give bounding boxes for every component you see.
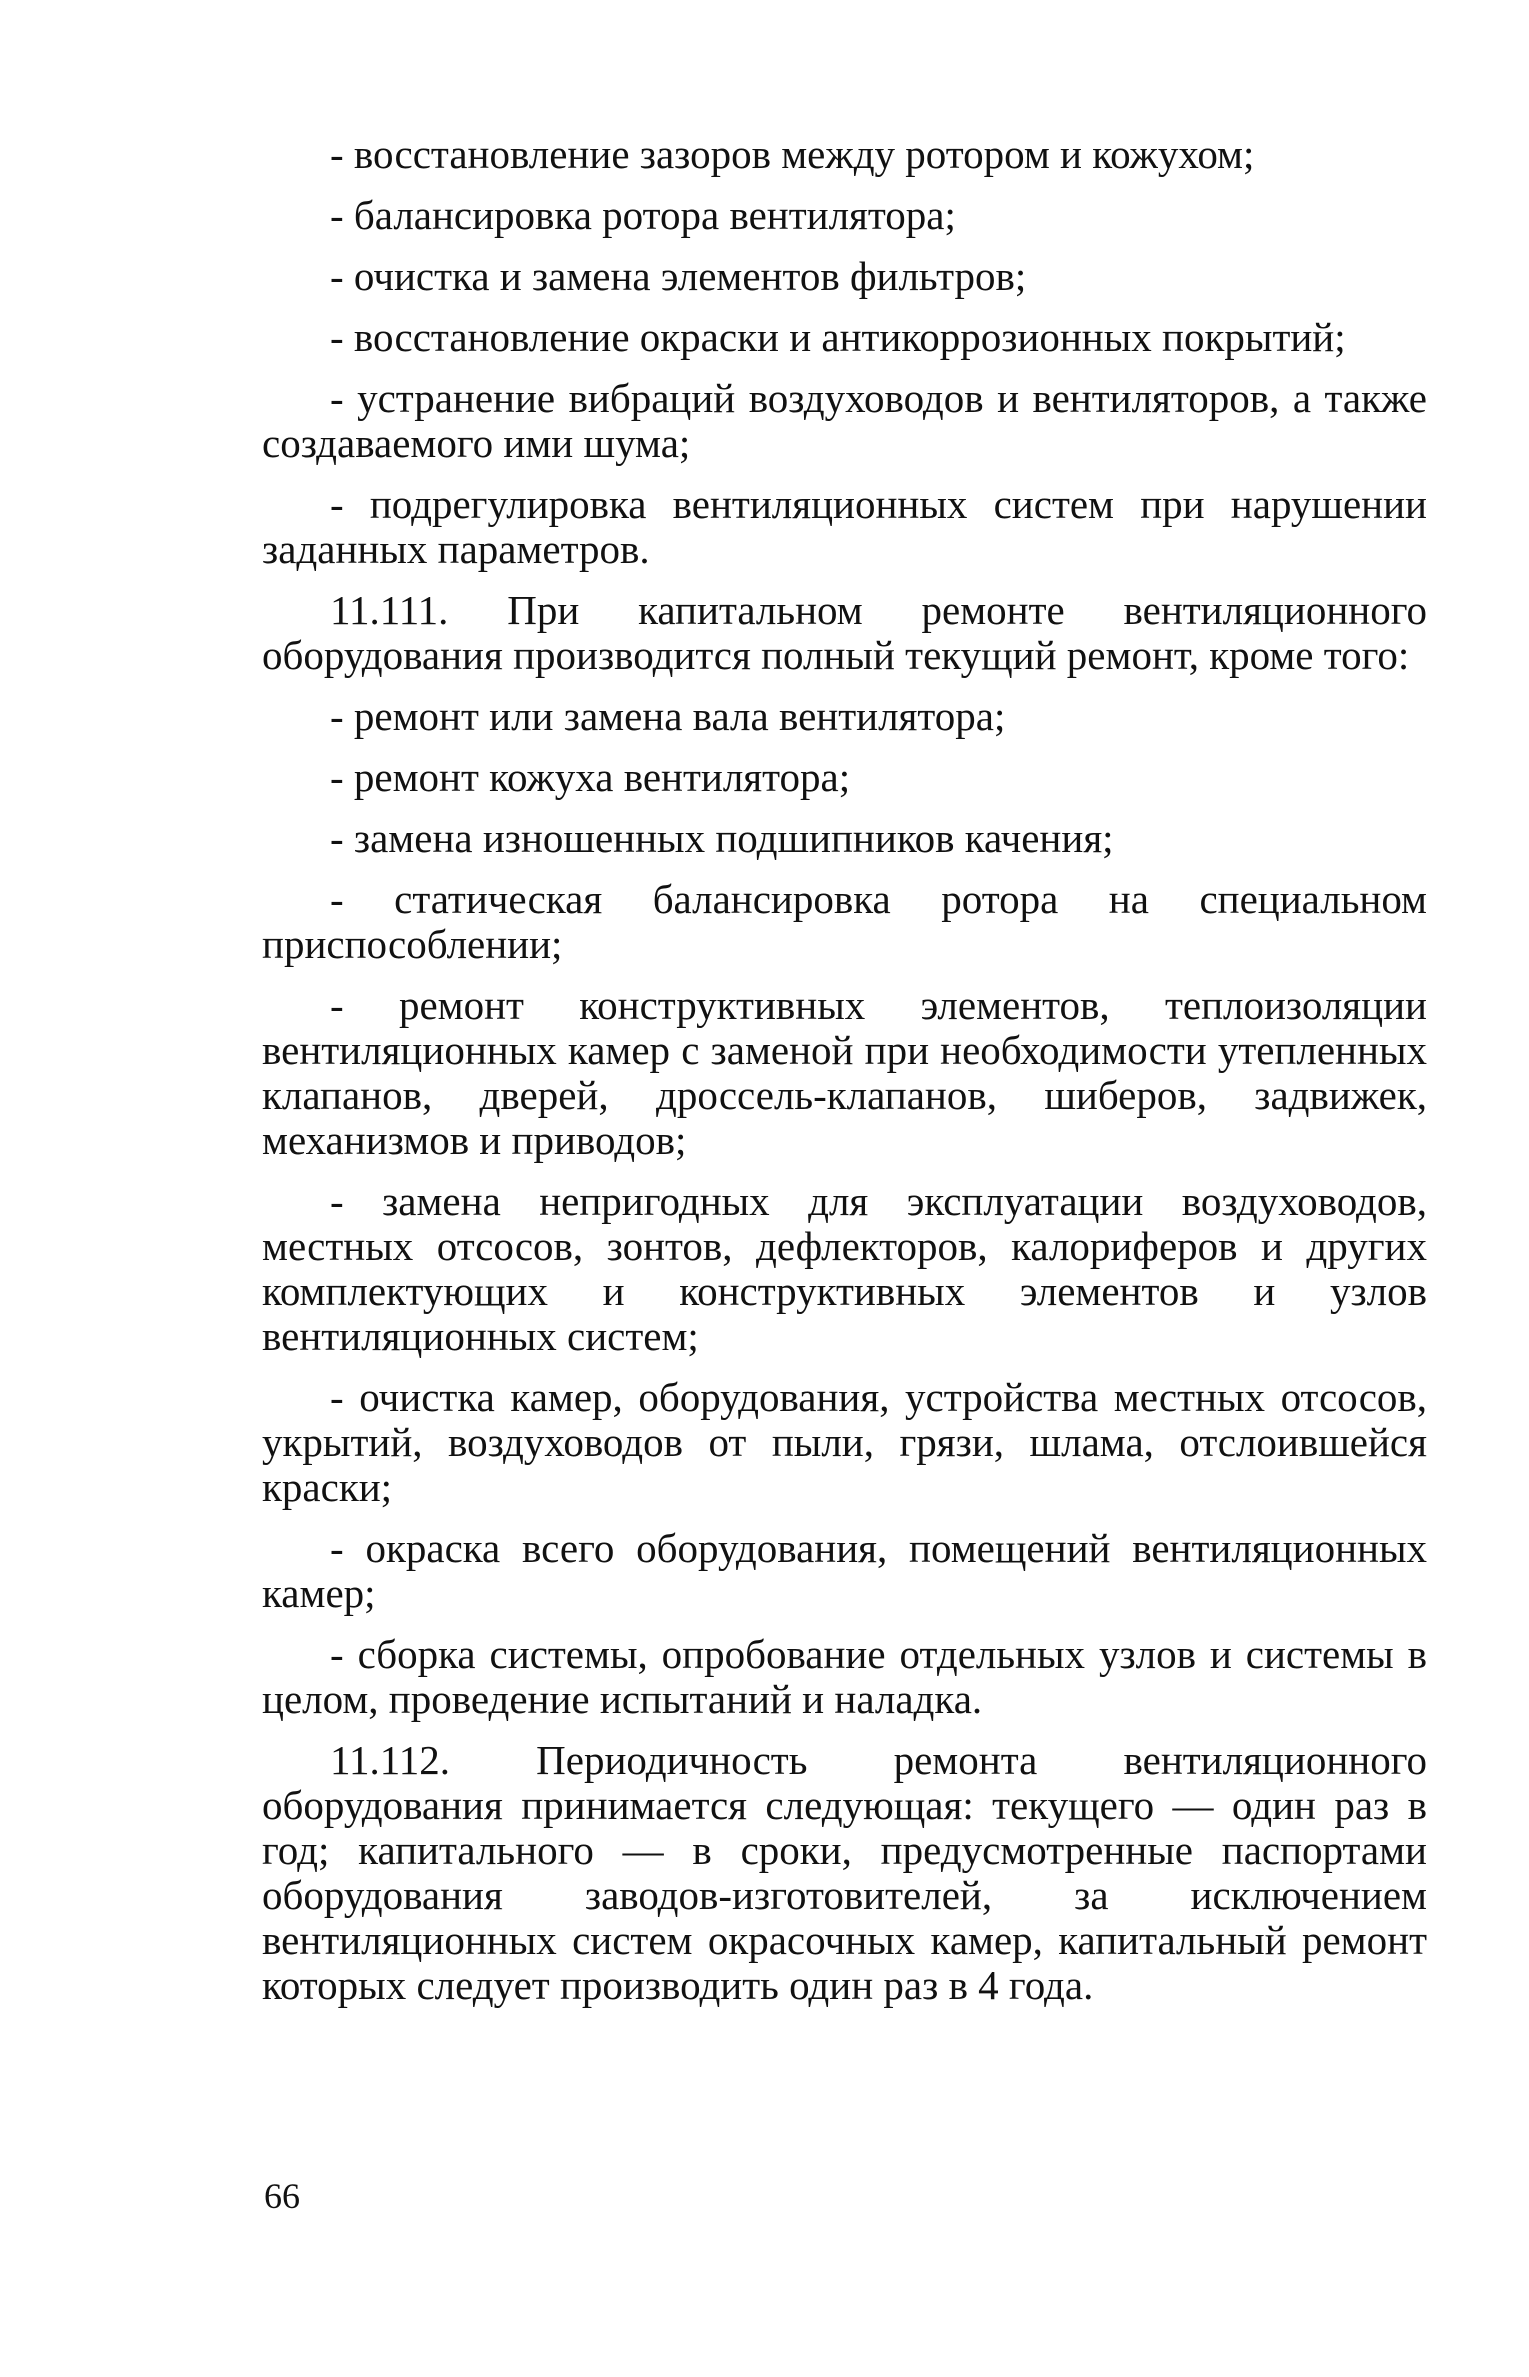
list-item-duct-replacement: - замена непригодных для эксплуатации воздуховодов, местных отсосов, зонтов, дефлекторов, калориферов и других комплектующих и конструктивных элементов и узлов вентиляционных систем;	[262, 1178, 1427, 1359]
list-item-coating-restoration: - восстановление окраски и антикоррозионных покрытий;	[330, 314, 1346, 360]
page-number: 66	[264, 2176, 300, 2216]
list-item-bearing-replacement: - замена изношенных подшипников качения;	[330, 815, 1114, 861]
list-item-vibration-removal: - устранение вибраций воздуховодов и вентиляторов, а также создаваемого ими шума;	[262, 375, 1427, 466]
list-item-shaft-repair: - ремонт или замена вала вентилятора;	[330, 693, 1006, 739]
section-11-111: 11.111. При капитальном ремонте вентиляционного оборудования производится полный текущий ремонт, кроме того:	[262, 587, 1427, 678]
list-item-static-balancing: - статическая балансировка ротора на специальном приспособлении;	[262, 876, 1427, 967]
list-item-rotor-balancing: - балансировка ротора вентилятора;	[330, 192, 956, 238]
list-item-system-adjustment: - подрегулировка вентиляционных систем при нарушении заданных параметров.	[262, 481, 1427, 572]
list-item-casing-repair: - ремонт кожуха вентилятора;	[330, 754, 851, 800]
list-item-painting: - окраска всего оборудования, помещений вентиляционных камер;	[262, 1525, 1427, 1616]
document-page	[262, 132, 1427, 2024]
list-item-gap-restoration: - восстановление зазоров между ротором и кожухом;	[330, 131, 1255, 177]
list-item-structural-repair: - ремонт конструктивных элементов, теплоизоляции вентиляционных камер с заменой при необходимости утепленных клапанов, дверей, дроссель-клапанов, шиберов, задвижек, механизмов и приводов;	[262, 982, 1427, 1163]
section-11-112: 11.112. Периодичность ремонта вентиляционного оборудования принимается следующая: текущего — один раз в год; капитального — в сроки, предусмотренные паспортами оборудования заводов-изготовителей, за исключением вентиляционных систем окрасочных камер, капитальный ремонт которых следует производить один раз в 4 года.	[262, 1737, 1427, 2008]
list-item-assembly-testing: - сборка системы, опробование отдельных узлов и системы в целом, проведение испытаний и наладка.	[262, 1631, 1427, 1722]
list-item-filter-cleaning: - очистка и замена элементов фильтров;	[330, 253, 1027, 299]
list-item-cleaning: - очистка камер, оборудования, устройства местных отсосов, укрытий, воздуховодов от пыли, грязи, шлама, отслоившейся краски;	[262, 1374, 1427, 1510]
